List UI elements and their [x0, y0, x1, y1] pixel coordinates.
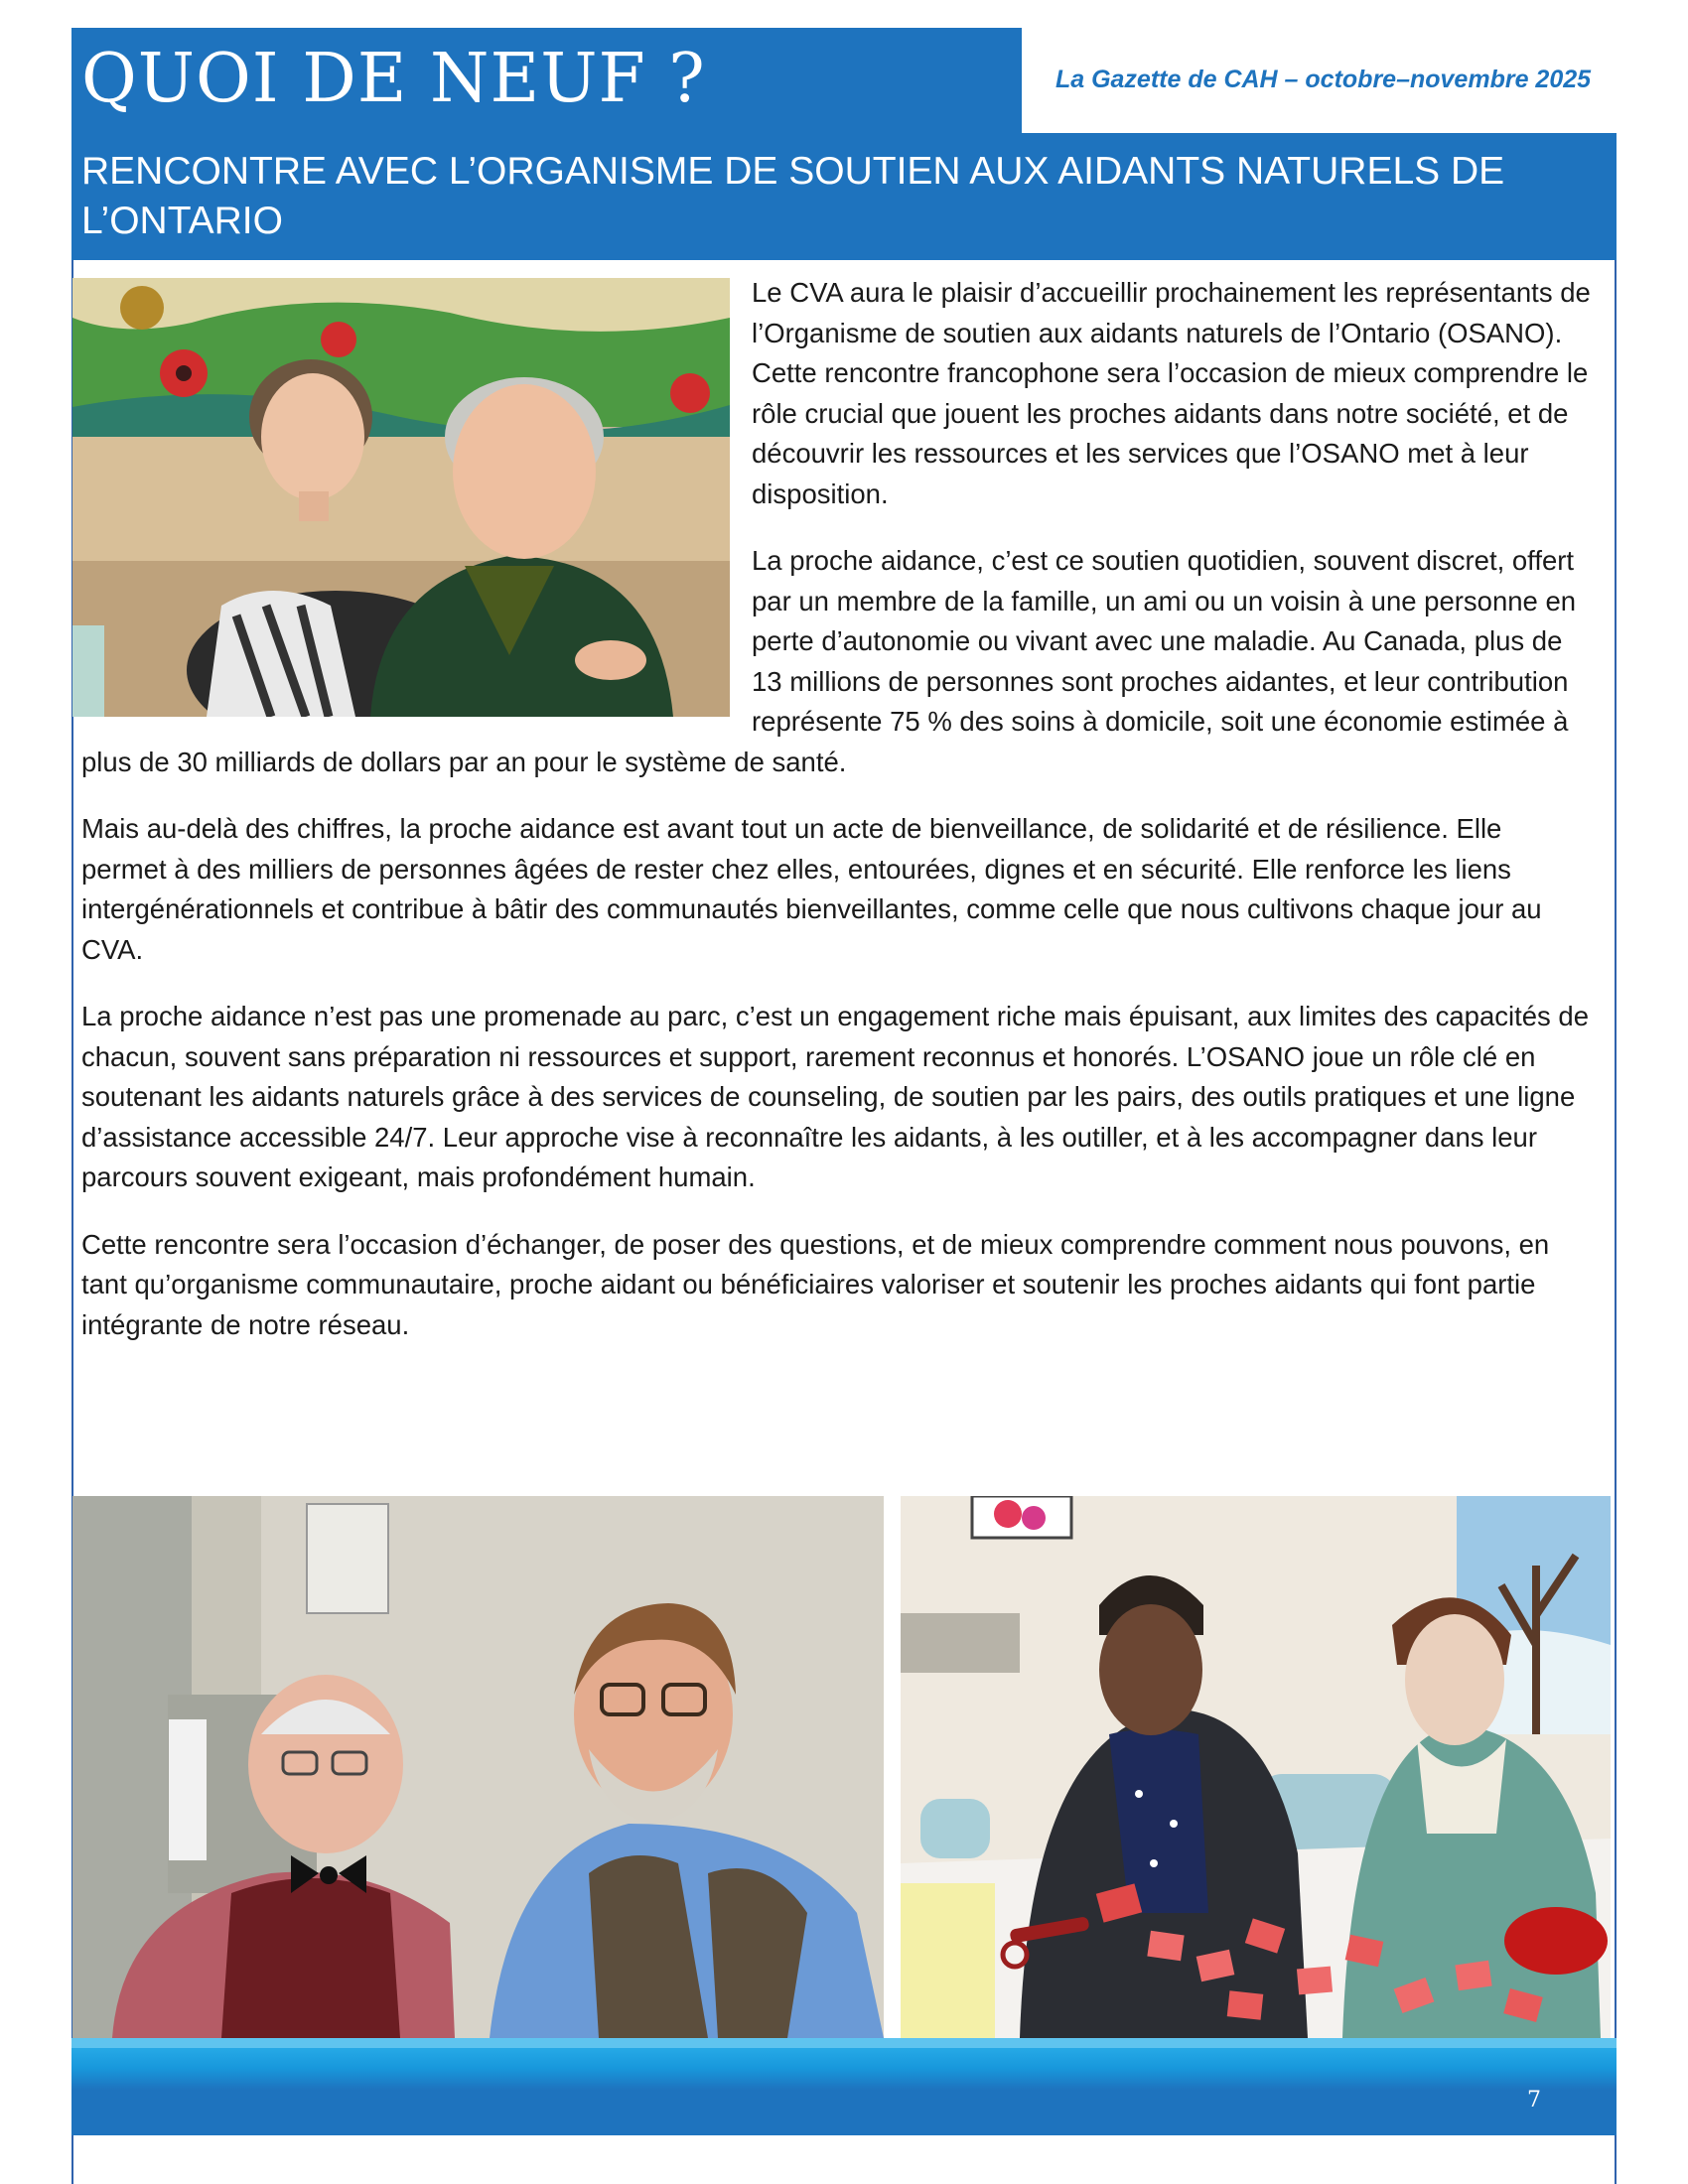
article-headline: RENCONTRE AVEC L’ORGANISME DE SOUTIEN AUX AIDANTS NATURELS DE L’ONTARIO	[81, 150, 1505, 242]
photo-craft-activity	[901, 1496, 1611, 2038]
article-paragraph: La proche aidance, c’est ce soutien quotidien, souvent discret, offert par un membre de la famille, un ami ou un voisin à une personne en perte d’autonomie ou vivant avec une maladie. Au Canada, plus de 13 millions de personnes sont proches aidantes, et leur contribution représente 75 % des soins à domicile, soit une économie estimée à plus de 30 milliards de dollars par an pour le système de santé.	[81, 545, 1577, 777]
page-frame-right	[1615, 260, 1617, 2184]
footer-band	[71, 2038, 1617, 2135]
article-paragraph: Mais au-delà des chiffres, la proche aidance est avant tout un acte de bienveillance, de solidarité et de résilience. Elle permet à des milliers de personnes âgées de rester chez elles, entourées, dignes et en sécurité. Elle renforce les liens intergénérationnels et contribue à bâtir des communautés bienveillantes, comme celle que nous cultivons chaque jour au CVA.	[81, 813, 1542, 965]
photo-caregiver-and-resident	[72, 278, 730, 717]
publication-info: La Gazette de CAH – octobre–novembre 2025	[1055, 66, 1592, 93]
article-body	[81, 273, 1594, 1372]
article-paragraph: Le CVA aura le plaisir d’accueillir prochainement les représentants de l’Organisme de soutien aux aidants naturels de l’Ontario (OSANO). Cette rencontre francophone sera l’occasion de mieux comprendre le rôle crucial que jouent les proches aidants dans notre société, et de découvrir les ressources et les services que l’OSANO met à leur disposition.	[752, 277, 1591, 509]
article-paragraph: Cette rencontre sera l’occasion d’échanger, de poser des questions, et de mieux comprendre comment nous pouvons, en tant qu’organisme communautaire, proche aidant ou bénéficiaires valoriser et soutenir les proches aidants qui font partie intégrante de notre réseau.	[81, 1228, 1550, 1340]
article-paragraph: La proche aidance n’est pas une promenade au parc, c’est un engagement riche mais épuisant, aux limites des capacités de chacun, souvent sans préparation ni ressources et support, rarement reconnus et honorés. L’OSANO joue un rôle clé en soutenant les aidants naturels grâce à des services de counseling, de soutien par les pairs, des outils pratiques et une ligne d’assistance accessible 24/7. Leur approche vise à reconnaître les aidants, à les outiller, et à les accompagner dans leur parcours souvent exigeant, mais profondément humain.	[81, 1001, 1590, 1192]
section-title: QUOI DE NEUF ?	[81, 40, 706, 118]
page-number: 7	[1527, 2088, 1541, 2113]
photo-resident-with-volunteer	[72, 1496, 884, 2038]
section-banner	[71, 28, 1022, 133]
headline-banner	[71, 133, 1617, 260]
